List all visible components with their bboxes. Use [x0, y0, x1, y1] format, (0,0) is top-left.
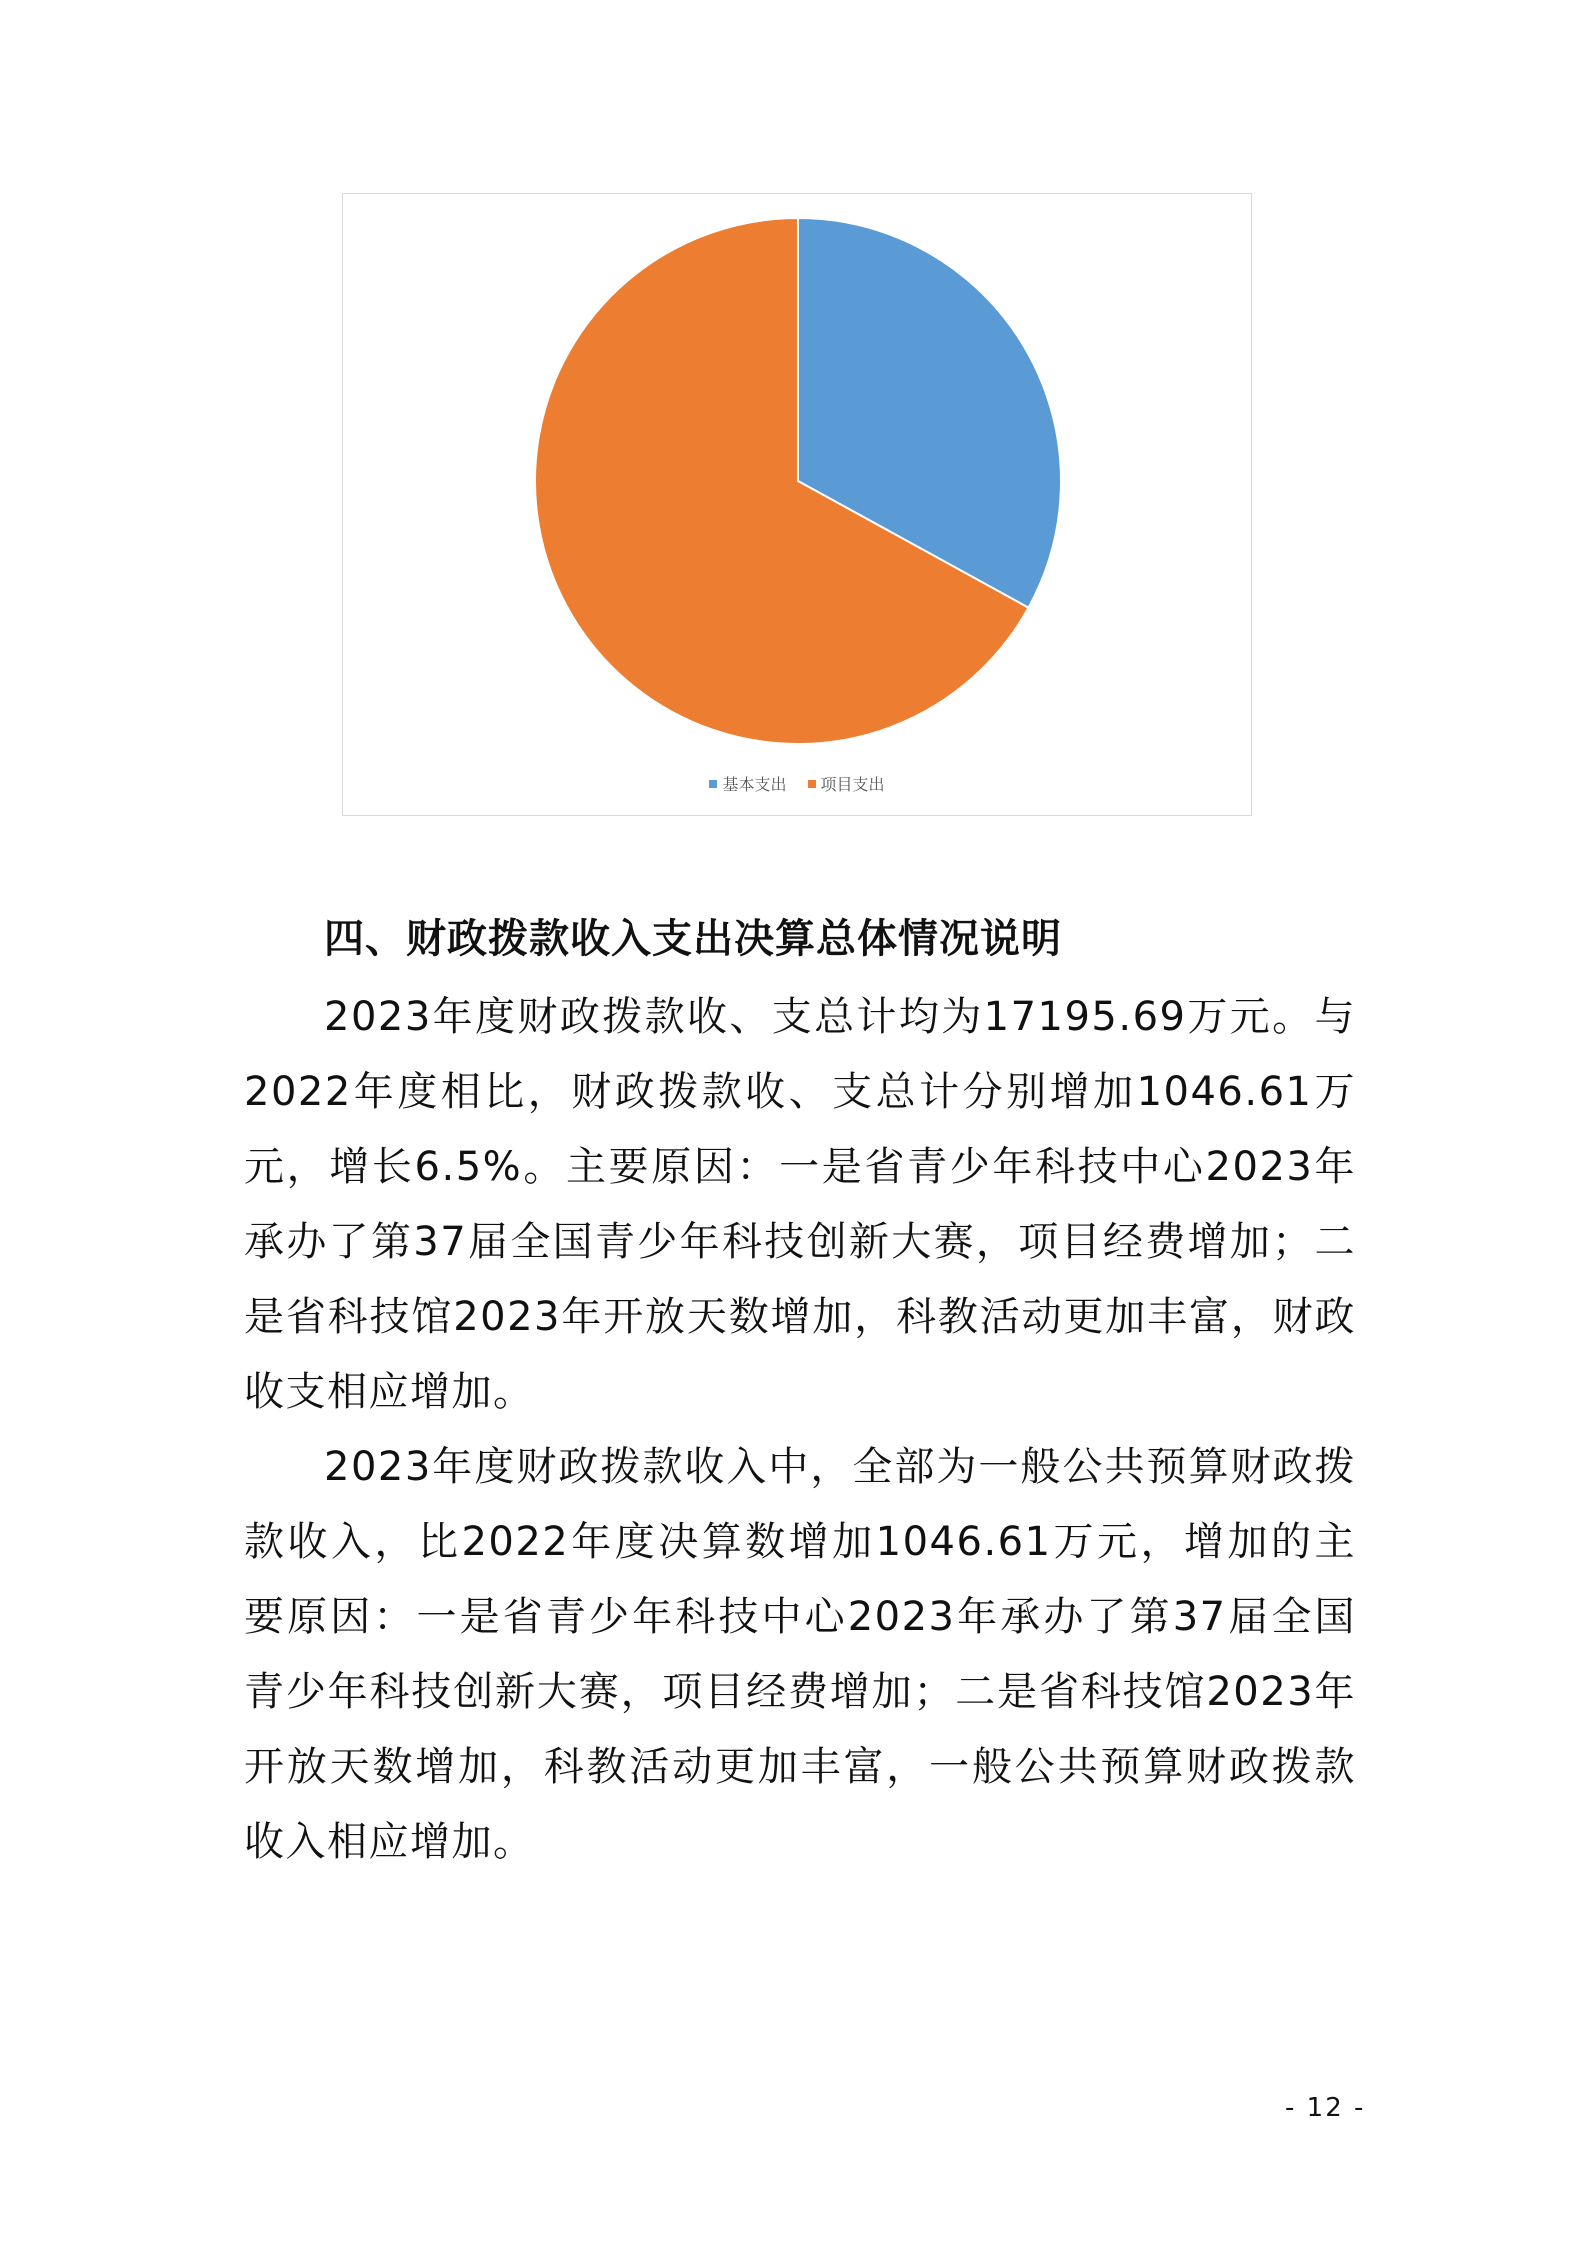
page-number: - 12 - — [1285, 2093, 1366, 2123]
section-heading: 四、财政拨款收入支出决算总体情况说明 — [324, 916, 1062, 962]
legend-label-project: 项目支出 — [820, 775, 885, 794]
paragraph-overall: 2023年度财政拨款收、支总计均为17195.69万元。与2022年度相比，财政拨款收、支总计分别增加1046.61万元，增长6.5%。主要原因：一是省青少年科技中心2023年承办了第37届全国青少年科技创新大赛，项目经费增加；二是省科技馆2023年开放天数增加，科教活动更加丰富，财政收支相应增加。 — [244, 994, 1356, 1415]
legend-swatch-basic — [709, 780, 717, 788]
pie-chart-svg — [343, 194, 1253, 817]
paragraph-income: 2023年度财政拨款收入中，全部为一般公共预算财政拨款收入，比2022年度决算数增加1046.61万元，增加的主要原因：一是省青少年科技中心2023年承办了第37届全国青少年科技创新大赛，项目经费增加；二是省科技馆2023年开放天数增加，科教活动更加丰富，一般公共预算财政拨款收入相应增加。 — [244, 1444, 1356, 1865]
legend-item-basic — [709, 772, 786, 795]
chart-legend — [343, 772, 1251, 795]
legend-swatch-project — [808, 780, 816, 788]
document-body — [244, 908, 1356, 1880]
legend-label-basic: 基本支出 — [722, 775, 787, 794]
legend-item-project — [808, 772, 885, 795]
pie-chart — [342, 193, 1252, 816]
